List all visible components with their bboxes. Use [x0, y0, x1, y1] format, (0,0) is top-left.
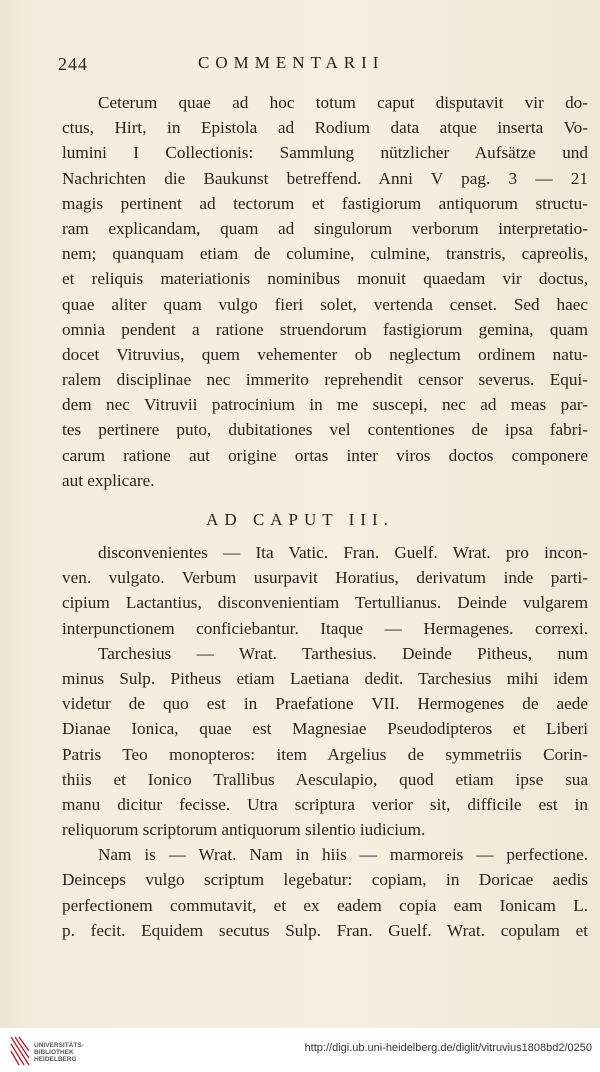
text-line: manu dicitur fecisse. Utra scriptura verior sit, difficile est in	[62, 794, 588, 814]
paragraph-notes	[62, 540, 588, 943]
text-line: Nam is — Wrat. Nam in hiis — marmoreis — perfectione.	[98, 845, 588, 865]
running-head: COMMENTARII	[198, 53, 385, 72]
library-name: UNIVERSITÄTS- BIBLIOTHEK HEIDELBERG	[34, 1042, 84, 1063]
text-line: Dianae Ionica, quae est Magnesiae Pseudodipteros et Liberi	[62, 719, 588, 739]
text-line: ctus, Hirt, in Epistola ad Rodium data atque inserta Vo-	[62, 118, 588, 138]
text-line: docet Vitruvius, quem vehementer ob neglectum ordinem natu-	[62, 344, 588, 364]
library-logo[interactable]	[10, 1034, 106, 1068]
text-line: perfectionem commutavit, et ex eadem copia eam Ionicam L.	[62, 895, 588, 915]
text-line: cipium Lactantius, disconvenientiam Tertullianus. Deinde vulgarem	[62, 593, 588, 613]
text-line: disconvenientes — Ita Vatic. Fran. Guelf. Wrat. pro incon-	[98, 543, 588, 562]
text-line: Tarchesius — Wrat. Tarthesius. Deinde Pitheus, num	[98, 643, 588, 663]
text-line: dem nec Vitruvii patrocinium in me suscepi, nec ad meas par-	[62, 395, 588, 415]
text-line: et reliquis materiationis nominibus monuit quaedam vir doctus,	[62, 269, 588, 289]
section-heading: AD CAPUT III.	[206, 510, 394, 529]
text-line: ram explicandam, quam ad singulorum verborum interpretatio-	[62, 218, 588, 238]
text-line: carum ratione aut origine ortas inter viros doctos componere	[62, 445, 588, 465]
text-line: Nachrichten die Baukunst betreffend. Anni V pag. 3 — 21	[62, 168, 588, 188]
text-line: aut explicare.	[62, 470, 155, 490]
text-line: thiis et Ionico Trallibus Aesculapio, quod etiam ipse sua	[62, 769, 588, 789]
text-line: omnia pendent a ratione struendorum fastigiorum gemina, quam	[62, 319, 588, 339]
text-line: ven. vulgato. Verbum usurpavit Horatius, derivatum inde parti-	[62, 568, 588, 588]
text-line: Deinceps vulgo scriptum legebatur: copiam, in Doricae aedis	[62, 870, 588, 890]
text-line: videtur de quo est in Praefatione VII. Hermogenes de aede	[62, 694, 588, 714]
text-line: ralem disciplinae nec immerito reprehendit censor severus. Equi-	[62, 370, 588, 390]
text-line: reliquorum scriptorum antiquorum silentio iudicium.	[62, 820, 426, 840]
text-line: interpunctionem conficiebantur. Itaque — Hermagenes. correxi.	[62, 618, 588, 638]
text-line: minus Sulp. Pitheus etiam Laetiana dedit. Tarchesius mihi idem	[62, 668, 588, 688]
text-line: quae aliter quam vulgo fieri solet, vertenda censet. Sed haec	[62, 294, 588, 314]
text-line: Patris Teo monopteros: item Argelius de symmetriis Corin-	[62, 744, 588, 764]
text-line: nem; quanquam etiam de columine, culmine, transtris, capreolis,	[62, 244, 588, 264]
text-line: p. fecit. Equidem secutus Sulp. Fran. Guelf. Wrat. copulam et	[62, 920, 588, 940]
library-seal-icon	[10, 1036, 30, 1066]
viewer-footer	[0, 1028, 600, 1072]
page-number: 244	[58, 54, 88, 74]
text-line: magis pertinent ad tectorum et fastigiorum antiquorum structu-	[62, 193, 588, 213]
permalink-url[interactable]: http://digi.ub.uni-heidelberg.de/diglit/vitruvius1808bd2/0250	[304, 1042, 592, 1054]
paragraph-hirt	[62, 90, 588, 493]
text-line: tes pertinere puto, dubitationes vel contentiones de ipsa fabri-	[62, 420, 588, 440]
text-line: Ceterum quae ad hoc totum caput disputavit vir do-	[98, 93, 588, 112]
text-line: lumini I Collectionis: Sammlung nützlicher Aufsätze und	[62, 143, 588, 163]
